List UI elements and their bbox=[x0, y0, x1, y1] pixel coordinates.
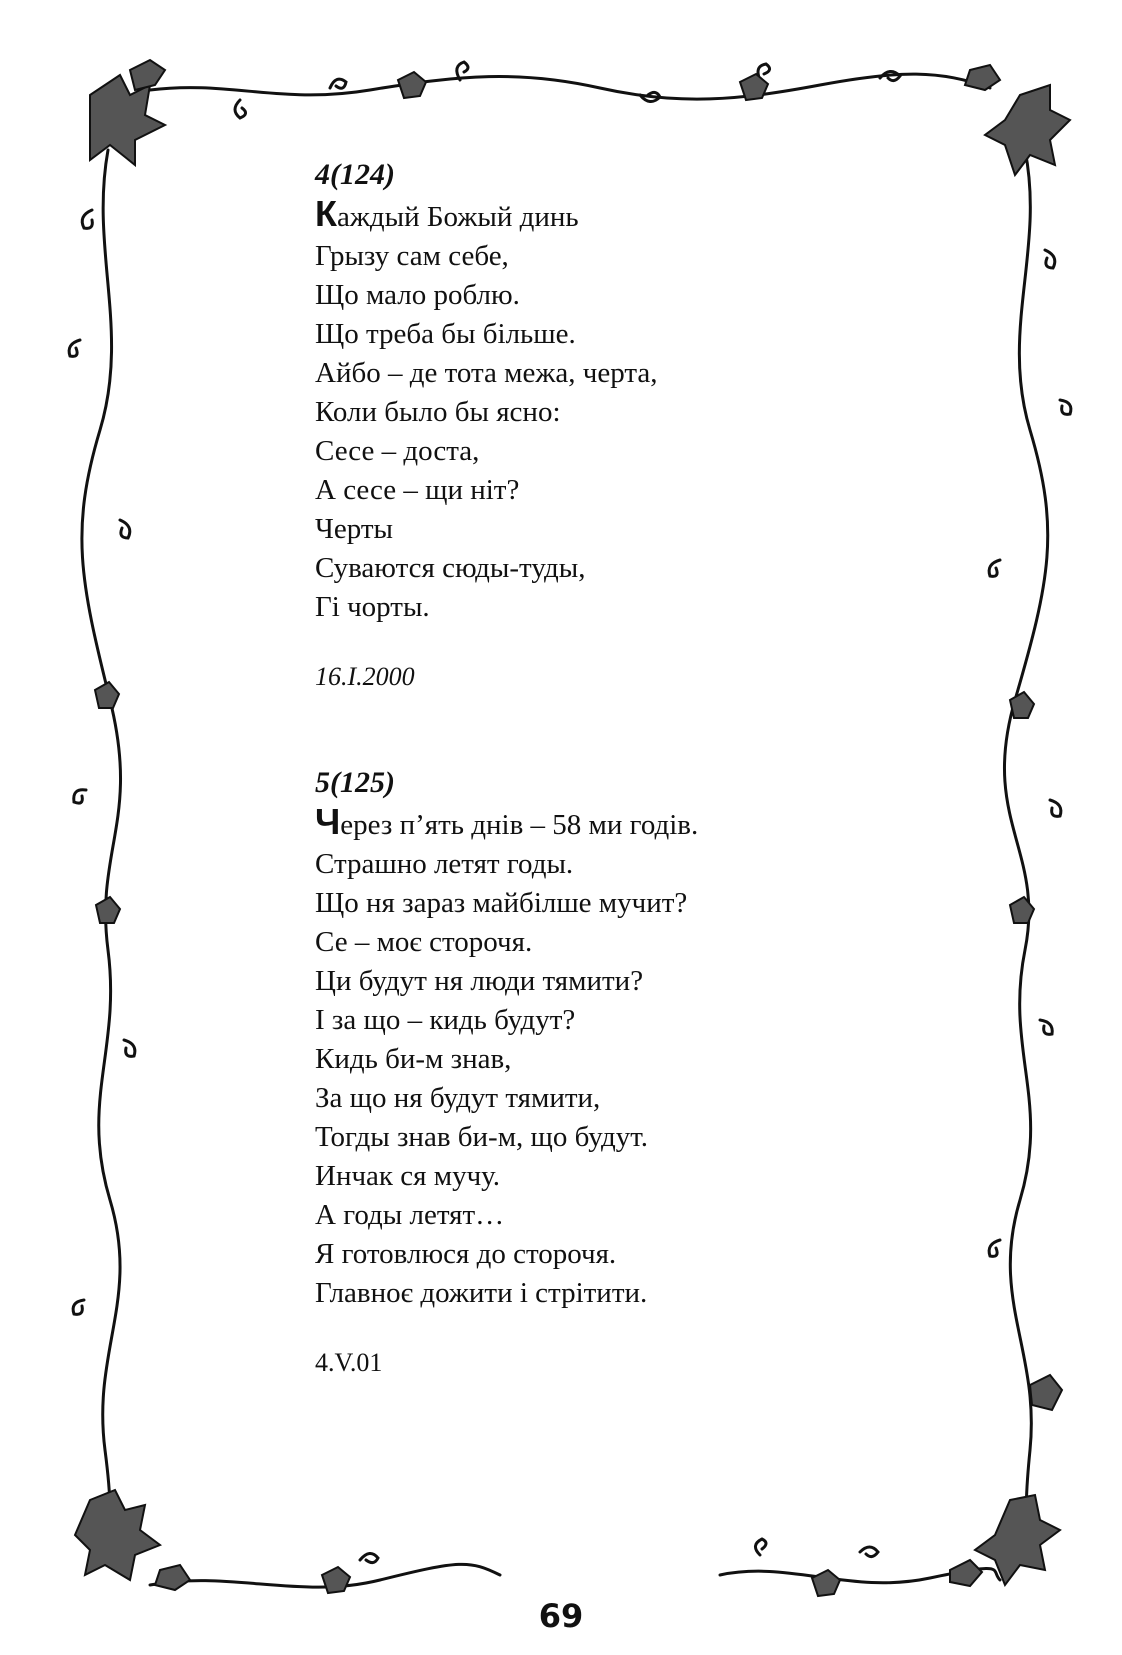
top-vine bbox=[150, 74, 990, 99]
poem-line: Ци будут ня люди тямити? bbox=[315, 965, 644, 997]
page-number: 69 bbox=[538, 1597, 584, 1635]
poem-5-125 bbox=[315, 766, 698, 1378]
poem-date: 16.I.2000 bbox=[315, 662, 415, 691]
poem-4-124 bbox=[315, 158, 658, 692]
leaf-bottom-left bbox=[75, 1490, 160, 1580]
poem-line: За що ня будут тямити, bbox=[315, 1082, 601, 1114]
first-line-text: ерез п’ять днів – 58 ми годів. bbox=[340, 809, 699, 841]
poem-line: І за що – кидь будут? bbox=[315, 1004, 576, 1036]
poem-line: А сесе – щи ніт? bbox=[315, 474, 520, 506]
poem-line: Коли было бы ясно: bbox=[315, 396, 561, 428]
poem-line: Що мало роблю. bbox=[315, 279, 520, 311]
poem-date: 4.V.01 bbox=[315, 1348, 383, 1377]
poem-line: Кидь би-м знав, bbox=[315, 1043, 512, 1075]
poem-number: 5(125) bbox=[315, 766, 395, 799]
first-line-text: аждый Божый динь bbox=[336, 201, 579, 233]
poem-line: Що ня зараз майбілше мучит? bbox=[315, 887, 688, 919]
poem-line: Черты bbox=[315, 513, 393, 545]
poem-line: Суваются сюды-туды, bbox=[315, 552, 586, 584]
leaf-bottom-right bbox=[975, 1495, 1060, 1585]
poem-line: Главноє дожити і стрітити. bbox=[315, 1277, 648, 1309]
poem-line: Тогды знав би-м, що будут. bbox=[315, 1121, 648, 1153]
poem-line: А годы летят… bbox=[315, 1199, 505, 1231]
poem-first-line bbox=[315, 193, 658, 237]
poem-line: Инчак ся мучу. bbox=[315, 1160, 501, 1192]
poem-line: Я готовлюся до сторочя. bbox=[315, 1238, 617, 1270]
poem-line: Айбо – де тота межа, черта, bbox=[315, 357, 658, 389]
poem-line: Страшно летят годы. bbox=[315, 848, 574, 880]
poem-line: Се – моє сторочя. bbox=[315, 926, 533, 958]
poem-number: 4(124) bbox=[315, 158, 395, 191]
poem-line: Сесе – доста, bbox=[315, 435, 480, 467]
drop-cap: Ч bbox=[315, 801, 341, 842]
drop-cap: К bbox=[315, 193, 337, 234]
poem-first-line bbox=[315, 801, 699, 845]
poem-line: Грызу сам себе, bbox=[315, 240, 509, 272]
right-vine bbox=[1004, 150, 1047, 1560]
left-vine bbox=[82, 150, 121, 1560]
poem-line: Що треба бы більше. bbox=[315, 318, 576, 350]
poem-line: Гі чорты. bbox=[315, 591, 430, 623]
